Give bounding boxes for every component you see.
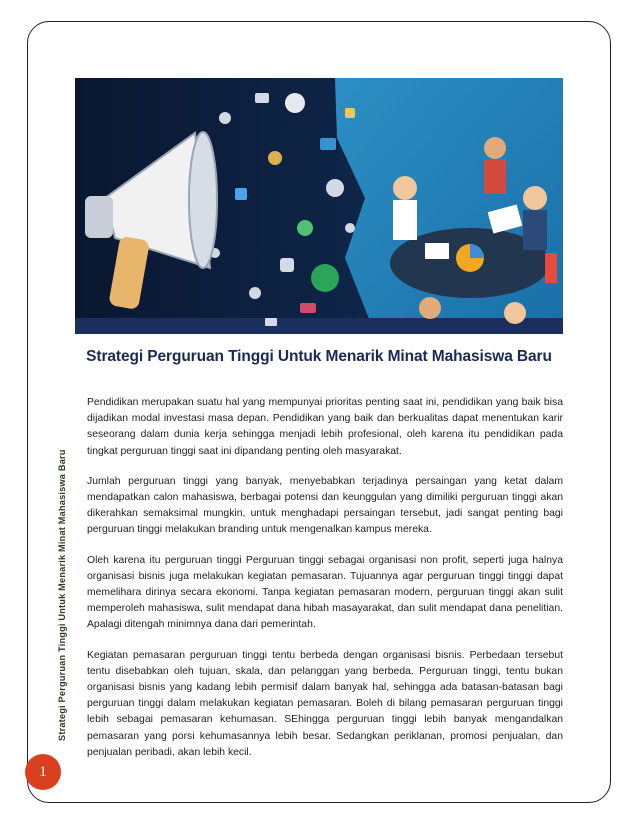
hero-image xyxy=(75,78,563,334)
body-paragraph: Kegiatan pemasaran perguruan tinggi tentu berbeda dengan organisasi bisnis. Perbedaan tersebut tentu disebabkan oleh tujuan, skala, dan pelanggan yang berbeda. Perguruan tinggi, tentu bukan organisasi bisnis yang kadang lebih permisif dalam banyak hal, sehingga ada batasan-batasan bagi perguruan tinggi dalam melakukan kegiatan pemasaran. Boleh di bilang pemasaran perguruan tinggi lebih sebagai pemasaran kehumasan. SEhingga perguruan tinggi lebih banyak mengandalkan pemasaran yang porsi kehumasannya lebih besar. Sedangkan periklanan, promosi penjualan, dan penjualan peribadi, akan lebih kecil. xyxy=(87,649,563,758)
body-paragraph: Jumlah perguruan tinggi yang banyak, menyebabkan terjadinya persaingan yang ketat dalam mendapatkan calon mahasiswa, berbagai potensi dan keunggulan yang dimiliki perguruan tinggi akan dikerahkan semaksimal mungkin, untuk menghadapi persaingan tersebut, jadi sangat penting bagi perguruan tinggi melakukan branding untuk mengenalkan kampus mereka. xyxy=(87,475,563,536)
document-body xyxy=(87,395,563,775)
document-title: Strategi Perguruan Tinggi Untuk Menarik Minat Mahasiswa Baru xyxy=(86,348,552,365)
side-running-title: Strategi Perguruan Tinggi Untuk Menarik Minat Mahasiswa Baru xyxy=(57,449,67,741)
body-paragraph: Pendidikan merupakan suatu hal yang mempunyai prioritas penting saat ini, pendidikan yang baik bisa dijadikan modal investasi masa depan. Pendidikan yang baik dan berkualitas dapat menentukan karir seseorang dalam dunia kerja sehingga menjadi lebih profesional, oleh karena itu pendidikan pada tingkat perguruan tinggi saat ini dipandang penting oleh masyarakat. xyxy=(87,397,563,457)
page-number-badge: 1 xyxy=(25,754,61,790)
body-paragraph: Oleh karena itu perguruan tinggi Perguruan tinggi sebagai organisasi non profit, seperti juga halnya organisasi bisnis juga melakukan kegiatan pemasaran. Tujuannya agar perguruan tinggi tinggi dapat memelihara dirinya secara ekonomi. Tanpa kegiatan pemasaran modern, perguruan tinggi akan sulit memperoleh mahasiswa, sulit mendapat dana hibah masayarakat, dan sulit mendapat dana penelitian. Apalagi ditengah minimnya dana dari pemerintah. xyxy=(87,554,563,631)
hero-illustration xyxy=(75,78,563,334)
